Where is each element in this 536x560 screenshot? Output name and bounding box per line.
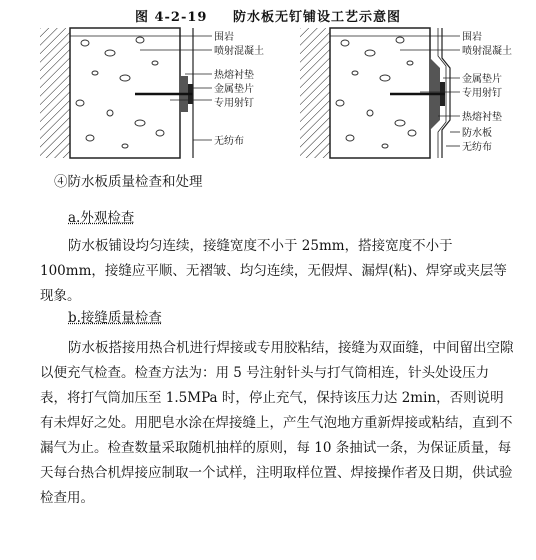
- left-label: 金属垫片: [214, 84, 254, 95]
- right-label: 专用射钉: [462, 88, 502, 99]
- diagram-right: [300, 28, 510, 158]
- left-label: 热熔衬垫: [214, 70, 254, 81]
- right-label: 无纺布: [462, 142, 492, 153]
- right-label: 热熔衬垫: [462, 112, 502, 123]
- section-item4-title: ④防水板质量检查和处理: [54, 174, 203, 190]
- left-label: 专用射钉: [214, 98, 254, 109]
- right-label: 防水板: [462, 128, 492, 139]
- figure-title: [0, 6, 536, 25]
- left-label: 喷射混凝土: [214, 46, 264, 57]
- right-label: 喷射混凝土: [462, 46, 512, 57]
- figure-caption: 防水板无钉铺设工艺示意图: [233, 10, 402, 25]
- left-label: 无纺布: [214, 136, 244, 147]
- right-label: 金属垫片: [462, 74, 502, 85]
- figure-number: 图 4-2-19: [134, 10, 208, 25]
- rock-hatch: [40, 28, 70, 158]
- section-a-paragraph: 防水板铺设均匀连续，接缝宽度不小于 25mm，搭接宽度不小于 100mm，接缝应平顺、无褶皱、均匀连续，无假焊、漏焊(粘)、焊穿或夹层等现象。: [40, 238, 507, 304]
- section-b-title: b.接缝质量检查: [68, 310, 162, 326]
- right-label: 围岩: [462, 32, 482, 43]
- diagram-left: [40, 28, 264, 158]
- section-a-title: a.外观检查: [68, 210, 135, 226]
- section-b-paragraph: 防水板搭接用热合机进行焊接或专用胶粘结，接缝为双面缝，中间留出空隙以便充气检查。检查方法为：用 5 号注射针头与打气筒相连，针头处设压力表，将打气筒加压至 1.5MPa 时，停止充气，保持该压力达 2min，否则说明有未焊好之处。用肥皂水涂在焊接缝上，产生气泡地方重新焊接或粘结，直到不漏气为止。检查数量采取随机抽样的原则，每 10 条抽试一条，为保证质量，每天每台热合机焊接应制取一个试样，注明取样位置、焊接操作者及日期，供试验检查用。: [40, 340, 514, 506]
- left-label: 围岩: [214, 32, 234, 43]
- rock-hatch: [300, 28, 330, 158]
